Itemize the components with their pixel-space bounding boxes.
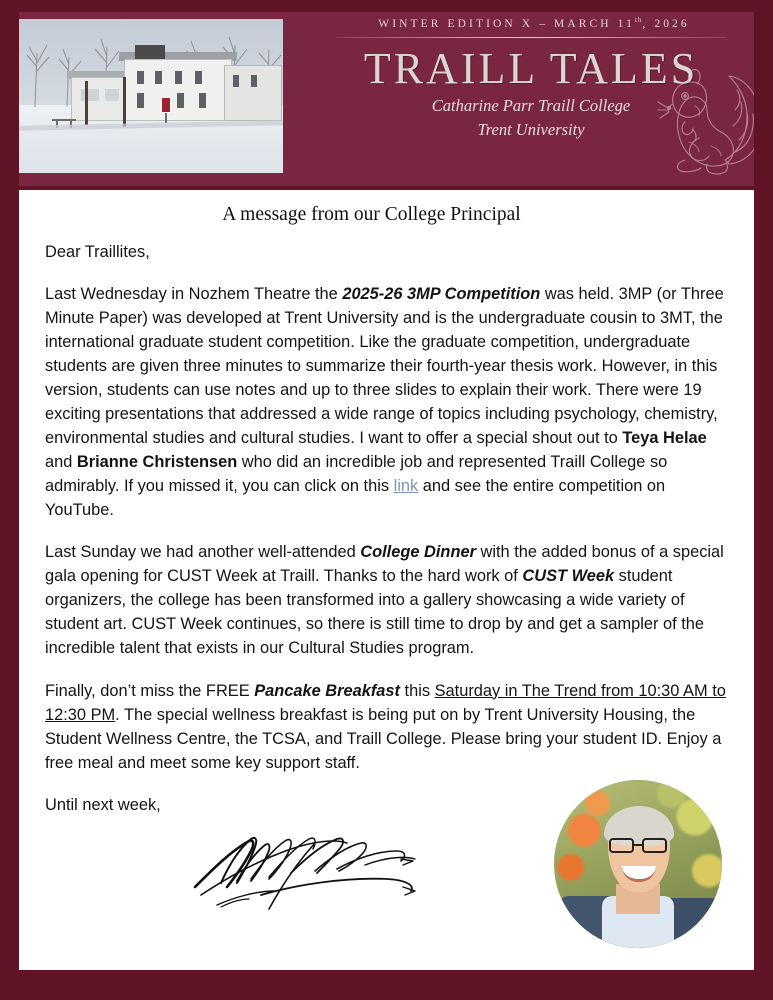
photo-window (137, 93, 144, 108)
photo-window (155, 71, 162, 84)
p2-text-a: Last Sunday we had another well-attended (45, 543, 361, 562)
photo-sign-post (165, 113, 167, 123)
paragraph-1 (45, 282, 728, 522)
p2-text-c: student organizers, the college has been transformed into a gallery showcasing a wide variety of student art. CUST Week continues, so there is still time to drop by and get a sampler of the incredible talent that exists in our Cultural Studies program. (45, 567, 704, 658)
page-frame-bottom (0, 970, 773, 1000)
paragraph-3 (45, 679, 728, 775)
photo-window (137, 71, 144, 84)
glasses-right-lens (642, 838, 667, 853)
glasses-left-lens (609, 838, 634, 853)
masthead-divider (336, 37, 726, 38)
photo-window (251, 75, 257, 87)
glasses-bridge (634, 844, 642, 846)
newsletter-title: TRAILL TALES (363, 43, 699, 93)
photo-building-main (124, 59, 232, 121)
p3-emphasis-pancake-breakfast: Pancake Breakfast (254, 681, 400, 700)
p1-text-d: who did an incredible job and represented Traill College so admirably. If you missed it, you can click on this (45, 453, 668, 496)
page-frame-right (754, 0, 773, 1000)
p1-emphasis-competition: 2025-26 3MP Competition (342, 285, 541, 304)
photo-window (81, 89, 99, 101)
handwritten-signature (165, 825, 465, 911)
photo-window (199, 93, 206, 108)
college-principal-headshot (554, 780, 722, 948)
snowy-college-building-photo (19, 19, 283, 173)
edition-line (302, 16, 766, 30)
p3-text-a: Finally, don’t miss the FREE (45, 681, 255, 700)
salutation: Dear Traillites, (45, 243, 150, 261)
photo-red-sign (161, 97, 171, 113)
p1-name-brianne-christensen: Brianne Christensen (76, 453, 238, 472)
photo-window (233, 75, 239, 87)
signoff: Until next week, (45, 795, 161, 814)
photo-window (175, 71, 182, 84)
p2-emphasis-cust-week: CUST Week (522, 567, 615, 586)
edition-year: , 2026 (642, 17, 690, 30)
youtube-competition-link[interactable]: link (393, 477, 419, 496)
letter-sheet (19, 190, 754, 970)
photo-building-right-wing (224, 65, 282, 121)
p3-text-b: this (400, 681, 435, 700)
photo-window (105, 89, 119, 101)
p2-emphasis-college-dinner: College Dinner (360, 543, 476, 562)
page-frame-left (0, 0, 19, 1000)
p1-text-c: and (45, 453, 77, 472)
photo-window (177, 93, 184, 108)
paragraph-2 (45, 540, 728, 660)
university-name: Trent University (477, 119, 585, 139)
portrait-glasses (609, 838, 669, 853)
photo-tree-trunk (85, 81, 88, 125)
edition-ordinal-suffix: th (634, 16, 643, 24)
letter-body (45, 240, 728, 817)
newsletter-header (0, 0, 773, 186)
p2-text-b: with the added bonus of a special gala opening for CUST Week at Traill. Thanks to the hard work of (45, 543, 724, 586)
page-title: A message from our College Principal (222, 204, 521, 225)
college-name: Catharine Parr Traill College (431, 96, 631, 116)
photo-tree-trunk (123, 77, 126, 127)
p1-text-e: and see the entire competition on YouTube. (45, 477, 666, 520)
p3-text-c: . The special wellness breakfast is being put on by Trent University Housing, the Student Wellness Centre, the TCSA, and Traill College. Please bring your student ID. Enjoy a free meal and meet some key support staff. (45, 705, 722, 772)
p3-event-time-underlined: Saturday in The Trend from 10:30 AM to 12:30 PM (45, 681, 726, 724)
p1-text-a: Last Wednesday in Nozhem Theatre the (45, 285, 343, 304)
p1-text-b: was held. 3MP (or Three Minute Paper) was developed at Trent University and is the undergraduate cousin to 3MT, the international graduate student competition. Like the graduate competition, undergraduate students are given three minutes to summarize their fourth-year thesis work. However, in this version, students can use notes and up to three slides to explain their work. There were 19 exciting presentations that addressed a wide range of topics including psychology, chemistry, environmental studies and cultural studies. I want to offer a special shout out to (45, 285, 724, 448)
photo-window (195, 71, 202, 84)
p1-name-teya-helae: Teya Helae (622, 429, 707, 448)
squirrel-icon (655, 52, 767, 182)
edition-prefix: WINTER EDITION X – MARCH 11 (378, 17, 635, 30)
